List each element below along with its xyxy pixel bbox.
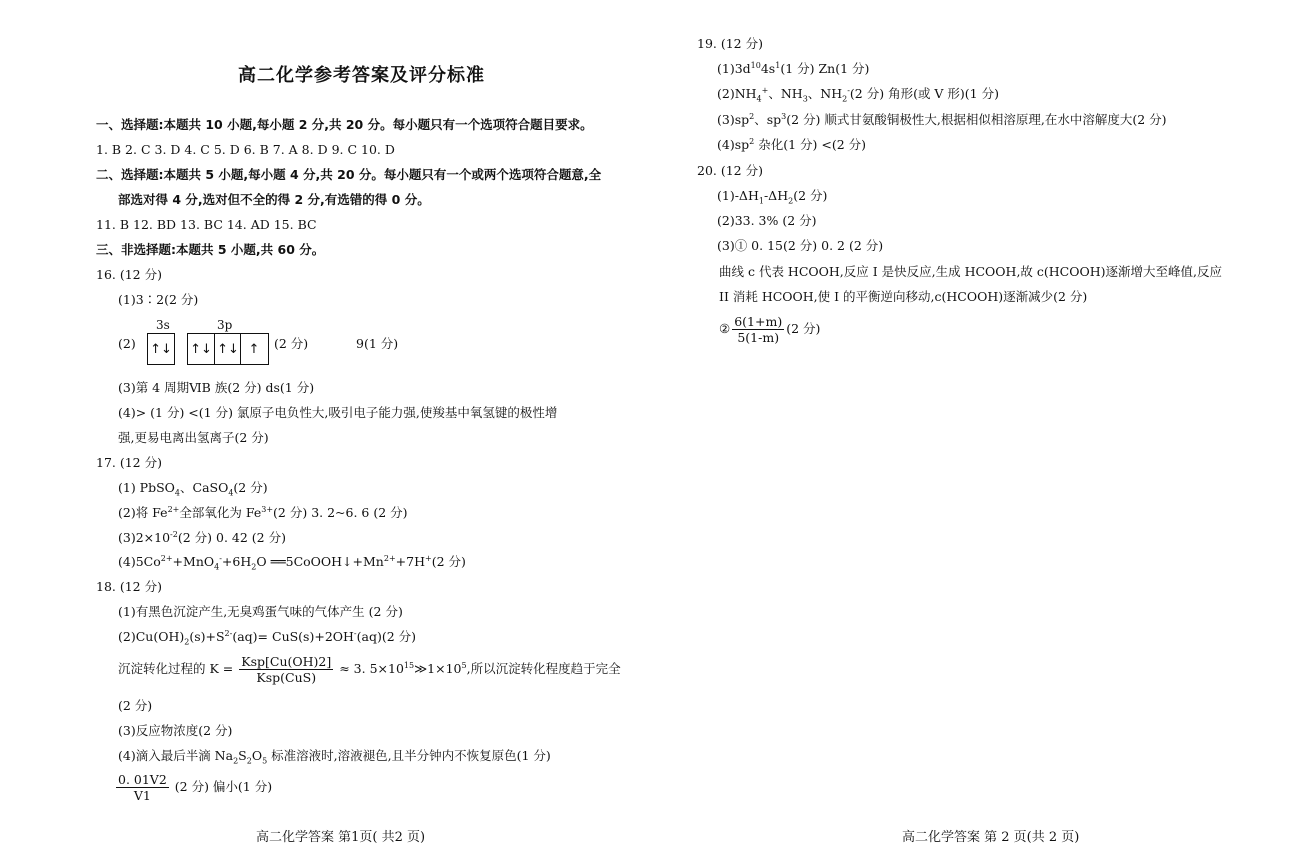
q20-part3-explanation-2: II 消耗 HCOOH,使 I 的平衡逆向移动,c(HCOOH)逐渐减少(2 分) — [719, 289, 1088, 304]
q16-part1: (1)3∶2(2 分) — [118, 292, 199, 307]
q18-part3: (3)反应物浓度(2 分) — [118, 723, 233, 738]
q18-part1: (1)有黑色沉淀产生,无臭鸡蛋气味的气体产生 (2 分) — [118, 604, 403, 619]
section-1-header: 一、选择题:本题共 10 小题,每小题 2 分,共 20 分。每小题只有一个选项符合题目要求。 — [96, 117, 593, 132]
q17-part3: $(3)2\times 10^{-2}(2$ 分) 0. 42 (2 分) — [118, 529, 286, 545]
q19-part2: $(2)NH_4^+$、$NH_3$、$NH_2^-(2$ 分) 角形(或 V 形)(1 分) — [717, 85, 999, 104]
footer-page-2: 高二化学答案 第 2 页(共 2 页) — [902, 830, 1080, 845]
q18-part4: (4)滴入最后半滴 $Na_2S_2O_5$ 标准溶液时,溶液褪色,且半分钟内不恢复原色(1 分) — [118, 748, 551, 766]
electron-arrows-icon: ↑ — [240, 334, 267, 364]
orbital-box-3p — [187, 333, 269, 365]
q18-k-score: (2 分) — [118, 698, 153, 713]
q16-part4-line2: 强,更易电离出氢离子(2 分) — [118, 430, 269, 445]
orbital-label-3p: 3p — [217, 318, 233, 332]
electron-arrows-icon: ↑↓ — [214, 334, 241, 364]
q19-part3: $(3)sp^2$、$sp^3(2$ 分) 顺式甘氨酸铜极性大,根据相似相溶原理,在水中溶解度大(2 分) — [717, 111, 1167, 127]
q16-part2-extra: 9(1 分) — [356, 336, 399, 351]
q16-part2-label: (2) — [118, 336, 136, 351]
q17-part2: (2)将 $Fe^{2+}$全部氧化为 $Fe^{3+}(2$ 分) 3. 2~6. 6 (2 分) — [118, 504, 408, 520]
section-3-header: 三、非选择题:本题共 5 小题,共 60 分。 — [96, 242, 325, 257]
q19-part4: $(4)sp^2$ 杂化(1 分) <(2 分) — [717, 136, 866, 152]
kp-fraction: $\frac{6(1+m)}{5(1-m)}$ — [734, 314, 783, 345]
q17-part4: $(4)5Co^{2+}+MnO_4^-+6H_2O$ $══5CoOOH↓+Mn^{2+}+7H^+(2$ 分) — [118, 553, 466, 572]
section-2-header-line1: 二、选择题:本题共 5 小题,每小题 4 分,共 20 分。每小题只有一个或两个选项符合题意,全 — [96, 167, 602, 182]
q17-head: 17. (12 分) — [96, 455, 162, 470]
q18-head: 18. (12 分) — [96, 579, 162, 594]
q20-head: 20. (12 分) — [697, 163, 763, 178]
q16-part3: (3)第 4 周期ⅥB 族(2 分) ds(1 分) — [118, 380, 315, 395]
footer-page-1: 高二化学答案 第1页( 共2 页) — [256, 830, 426, 845]
volume-fraction: $\frac{0. 01V2}{V1}$ — [118, 772, 167, 803]
q16-part2-score: (2 分) — [274, 336, 309, 351]
section-2-answers: 11. B 12. BD 13. BC 14. AD 15. BC — [96, 217, 317, 232]
q16-part4-line1: (4)> (1 分) <(1 分) 氯原子电负性大,吸引电子能力强,使羧基中氧氢键的极性增 — [118, 405, 558, 420]
orbital-label-3s: 3s — [156, 318, 170, 332]
q19-head: 19. (12 分) — [697, 36, 763, 51]
page-title: 高二化学参考答案及评分标准 — [238, 65, 485, 86]
q18-k-expression: 沉淀转化过程的 K = $\frac{\text{Ksp[Cu(OH)2]}}{\text{Ksp(CuS)}}$ ≈ 3. $5\times 10^{15}≫1\times 10^5$,所以沉淀转化程度趋于完全 — [118, 654, 621, 685]
k-fraction: $\frac{\text{Ksp[Cu(OH)2]}}{\text{Ksp(CuS)}}$ — [241, 654, 332, 685]
q16-head: 16. (12 分) — [96, 267, 162, 282]
section-2-header-line2: 部选对得 4 分,选对但不全的得 2 分,有选错的得 0 分。 — [118, 192, 430, 207]
q19-part1: $(1)3d^{10}4s^1(1$ 分) Zn(1 分) — [717, 60, 870, 76]
electron-arrows-icon: ↑↓ — [190, 341, 212, 357]
q20-part1: $(1)-\Delta H_1-\Delta H_2(2$ 分) — [717, 188, 828, 206]
q18-part2: $(2)Cu(OH)_2(s)+S^{2-}(aq)= CuS(s)+2OH^-(aq)(2$ 分) — [118, 628, 417, 647]
q18-part4-result: $\frac{0. 01V2}{V1}$ (2 分) 偏小(1 分) — [118, 772, 273, 803]
electron-arrows-icon: ↑↓ — [150, 341, 172, 357]
orbital-box-3s — [147, 333, 175, 365]
q17-part1: (1) PbSO$_4$、CaSO$_4$(2 分) — [118, 480, 268, 498]
q20-part3: (3)① 0. 15(2 分) 0. 2 (2 分) — [717, 238, 884, 253]
section-1-answers: 1. B 2. C 3. D 4. C 5. D 6. B 7. A 8. D 9. C 10. D — [96, 142, 395, 157]
q20-part2: (2)33. 3% (2 分) — [717, 213, 817, 228]
q20-part3-explanation-1: 曲线 c 代表 HCOOH,反应 I 是快反应,生成 HCOOH,故 c(HCOOH)逐渐增大至峰值,反应 — [719, 264, 1222, 279]
q20-part4: ② $\frac{6(1+m)}{5(1-m)}$ (2 分) — [719, 314, 821, 345]
